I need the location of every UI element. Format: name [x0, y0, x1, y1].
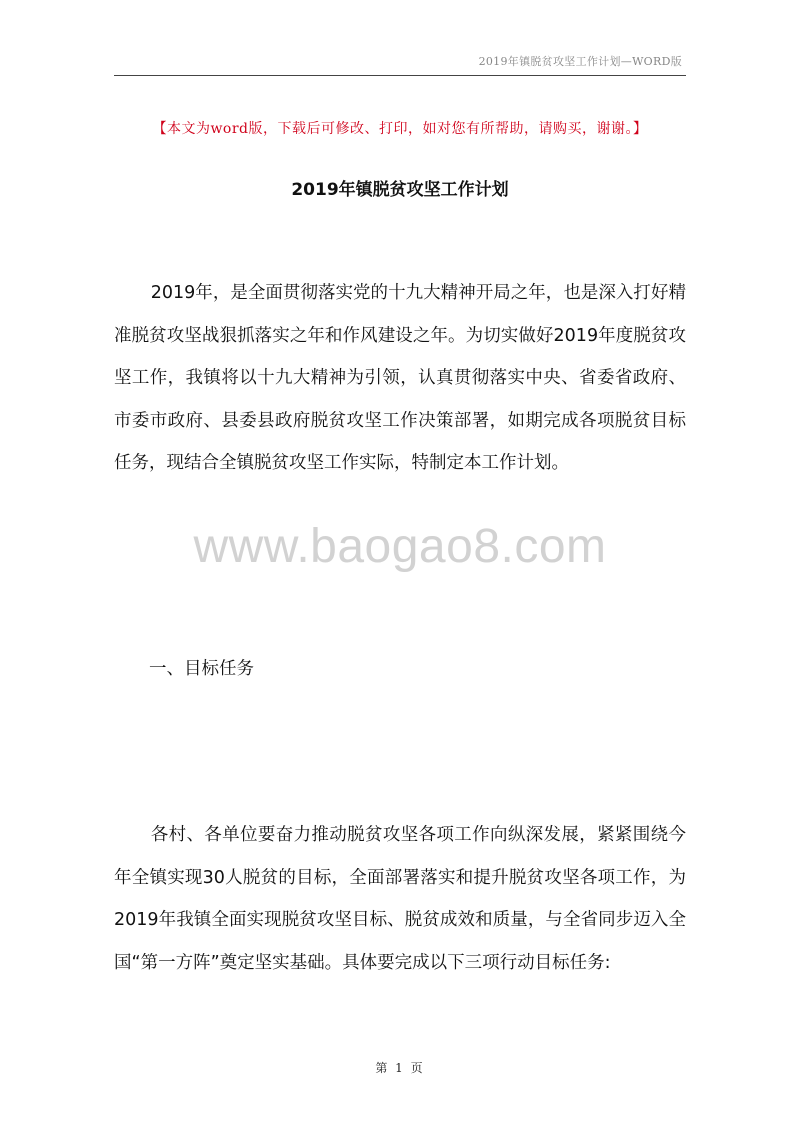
section-heading: 一、目标任务	[149, 659, 254, 679]
section-paragraph: 各村、各单位要奋力推动脱贫攻坚各项工作向纵深发展，紧紧围绕今年全镇实现30人脱贫的目标，全面部署落实和提升脱贫攻坚各项工作，为2019年我镇全面实现脱贫攻坚目标、脱贫成效和质量，与全省同步迈入全国“第一方阵”奠定坚实基础。具体要完成以下三项行动目标任务:	[114, 825, 686, 973]
header-divider	[114, 75, 686, 76]
running-header: 2019年镇脱贫攻坚工作计划—WORD版	[478, 55, 682, 68]
watermark: www.baogao8.com	[193, 520, 607, 573]
download-notice: 【本文为word版，下载后可修改、打印，如对您有所帮助，请购买，谢谢。】	[152, 121, 648, 137]
page-number: 第 1 页	[375, 1061, 425, 1075]
document-title: 2019年镇脱贫攻坚工作计划	[291, 180, 509, 200]
intro-paragraph: 2019年，是全面贯彻落实党的十九大精神开局之年，也是深入打好精准脱贫攻坚战狠抓落实之年和作风建设之年。为切实做好2019年度脱贫攻坚工作，我镇将以十九大精神为引领，认真贯彻落实中央、省委省政府、市委市政府、县委县政府脱贫攻坚工作决策部署，如期完成各项脱贫目标任务，现结合全镇脱贫攻坚工作实际，特制定本工作计划。	[114, 283, 686, 473]
